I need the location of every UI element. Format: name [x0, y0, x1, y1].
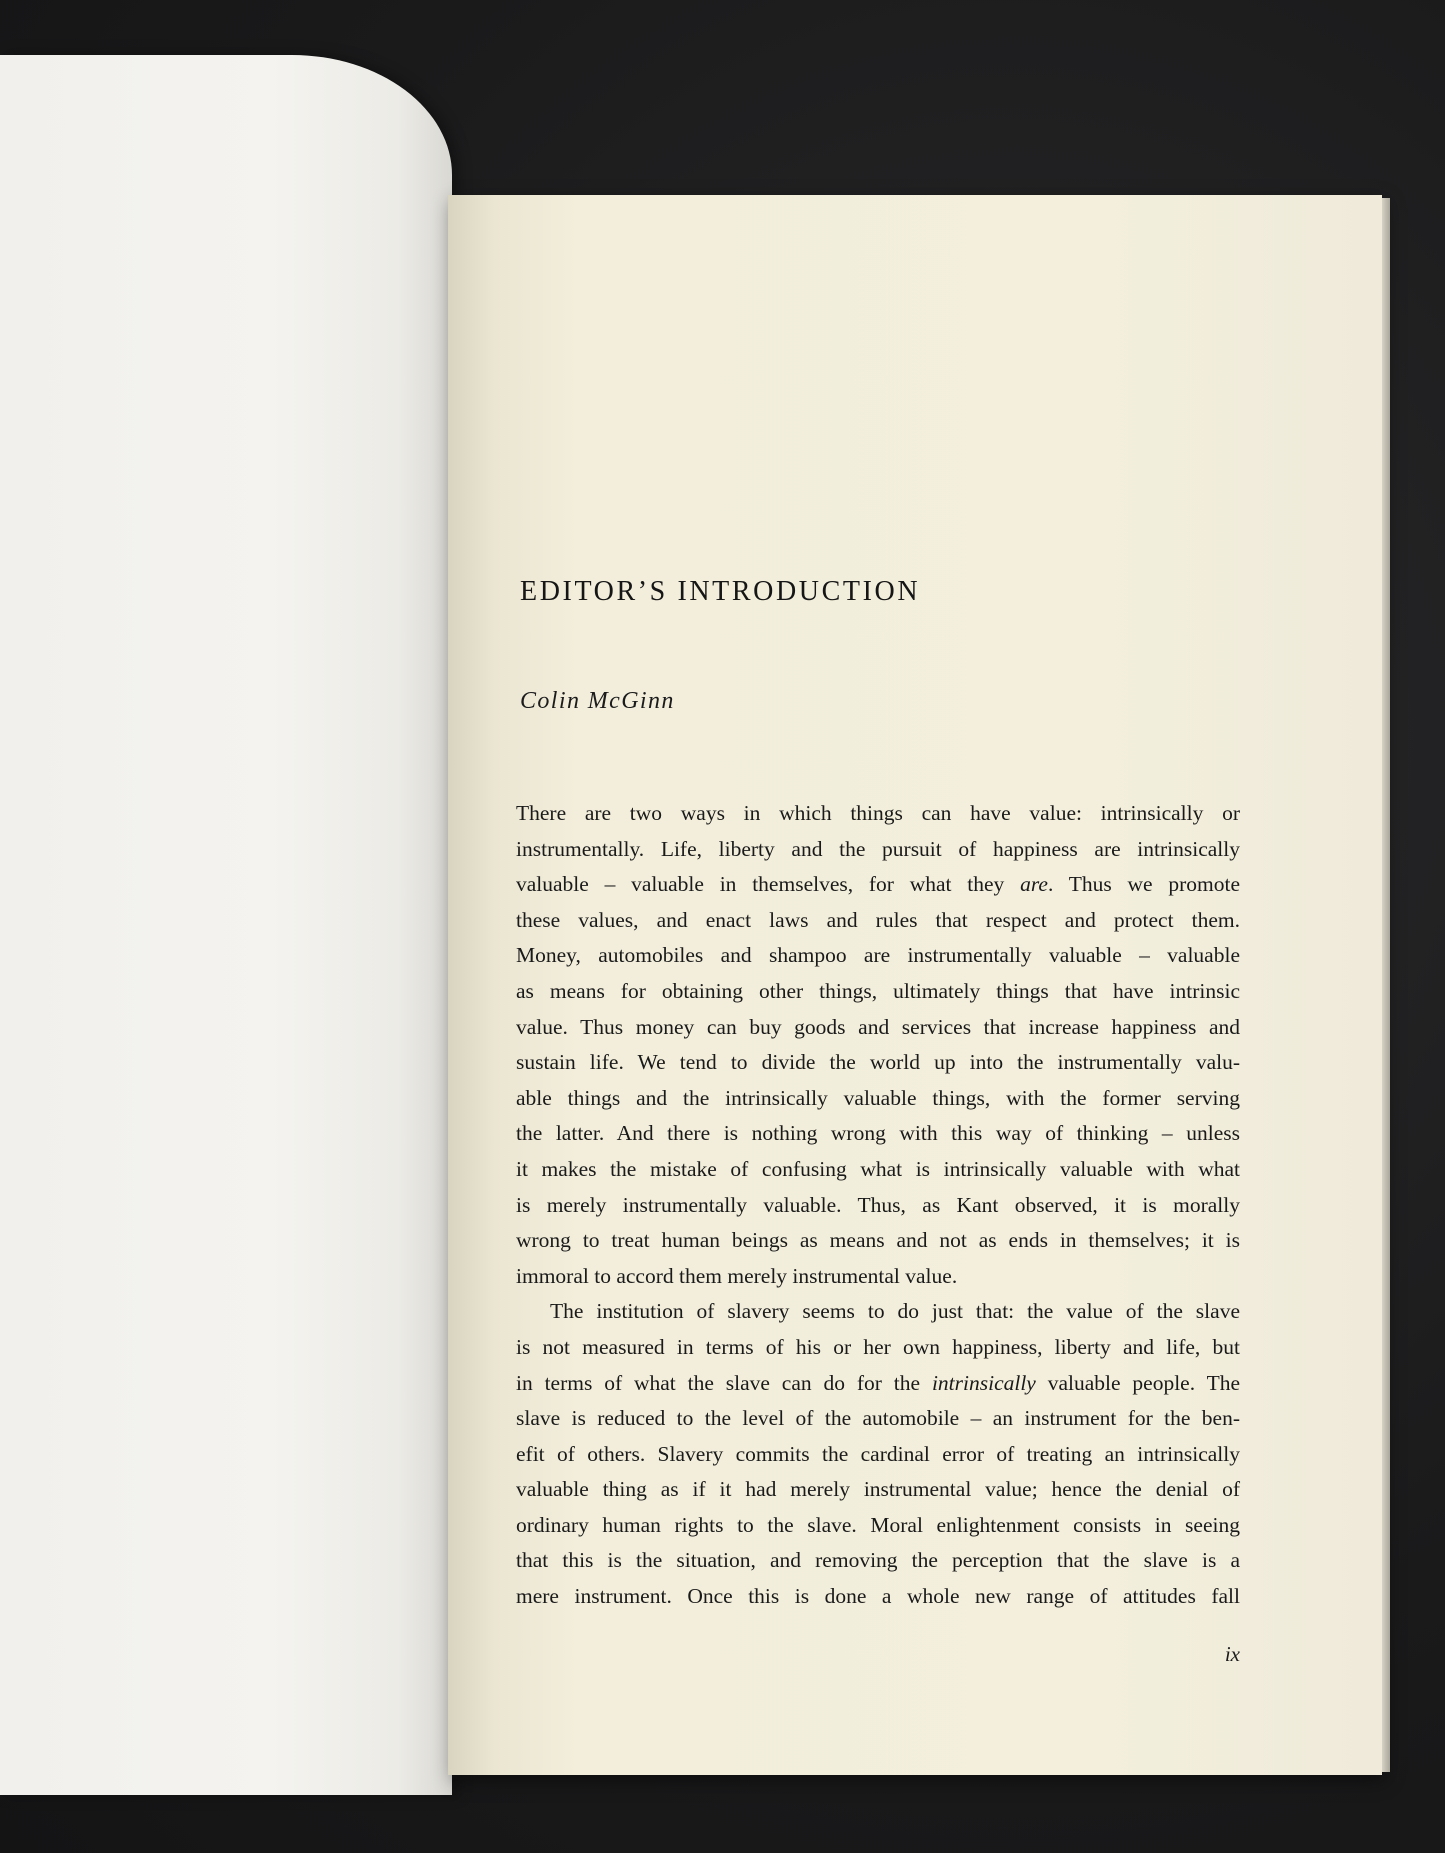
text-line [516, 1294, 1240, 1330]
paragraph [516, 796, 1240, 1294]
line-text: mere instrument. Once this is done a whole new range of attitudes fall [516, 1584, 1240, 1609]
text-line [516, 1010, 1240, 1046]
text-line [516, 1508, 1240, 1544]
emphasis-text: intrinsically [931, 1370, 1036, 1395]
line-text: is merely instrumentally valuable. Thus, as Kant observed, it is morally [516, 1192, 1240, 1217]
paragraph [516, 1294, 1240, 1614]
text-line [516, 796, 1240, 832]
line-text: There are two ways in which things can have value: intrinsically or [516, 801, 1240, 825]
line-text: that this is the situation, and removing the perception that the slave is a [516, 1548, 1240, 1573]
text-line [516, 1437, 1240, 1473]
left-page [0, 55, 452, 1795]
text-line [516, 1579, 1240, 1615]
line-text: valuable people. The [1035, 1370, 1240, 1395]
text-line [516, 938, 1240, 974]
line-text: the latter. And there is nothing wrong with this way of thinking – unless [516, 1121, 1240, 1146]
line-text: it makes the mistake of confusing what is intrinsically valuable with what [516, 1156, 1240, 1181]
line-text: The institution of slavery seems to do just that: the value of the slave [550, 1299, 1240, 1324]
line-text: sustain life. We tend to divide the world up into the instrumentally valu- [516, 1050, 1240, 1075]
text-line [516, 1330, 1240, 1366]
line-text: these values, and enact laws and rules that respect and protect them. [516, 907, 1240, 932]
text-line [516, 832, 1240, 868]
emphasis-text: are [1020, 872, 1048, 897]
text-line [516, 867, 1240, 903]
line-text: valuable – valuable in themselves, for what they [516, 872, 1021, 897]
page-number: ix [1224, 1642, 1240, 1666]
text-line [516, 1472, 1240, 1508]
line-text: value. Thus money can buy goods and services that increase happiness and [516, 1014, 1240, 1039]
text-line [516, 1401, 1240, 1437]
line-text: ordinary human rights to the slave. Moral enlightenment consists in seeing [516, 1512, 1240, 1537]
line-text: valuable thing as if it had merely instrumental value; hence the denial of [516, 1477, 1240, 1502]
text-line [516, 1223, 1240, 1259]
line-text: immoral to accord them merely instrumental value. [516, 1263, 958, 1288]
text-line [516, 1259, 1240, 1295]
line-text: able things and the intrinsically valuable things, with the former serving [516, 1085, 1240, 1110]
line-text: wrong to treat human beings as means and not as ends in themselves; it is [516, 1228, 1240, 1253]
text-line [516, 974, 1240, 1010]
page-edge [1382, 198, 1390, 1772]
line-text: Money, automobiles and shampoo are instrumentally valuable – valuable [516, 943, 1240, 968]
text-line [516, 1045, 1240, 1081]
line-text: is not measured in terms of his or her own happiness, liberty and life, but [516, 1334, 1240, 1359]
author-name: Colin McGinn [520, 688, 675, 714]
text-line [516, 1116, 1240, 1152]
text-line [516, 1366, 1240, 1402]
line-text: as means for obtaining other things, ultimately things that have intrinsic [516, 978, 1240, 1003]
text-line [516, 1543, 1240, 1579]
text-line [516, 903, 1240, 939]
line-text: instrumentally. Life, liberty and the pursuit of happiness are intrinsically [516, 836, 1240, 861]
line-text: . Thus we promote [1047, 872, 1240, 897]
text-line [516, 1188, 1240, 1224]
text-line [516, 1152, 1240, 1188]
text-line [516, 1081, 1240, 1117]
chapter-title: EDITOR’S INTRODUCTION [520, 576, 921, 607]
line-text: slave is reduced to the level of the automobile – an instrument for the ben- [516, 1406, 1240, 1431]
line-text: efit of others. Slavery commits the cardinal error of treating an intrinsically [516, 1441, 1240, 1466]
body-text [516, 796, 1240, 1615]
line-text: in terms of what the slave can do for the [516, 1370, 932, 1395]
